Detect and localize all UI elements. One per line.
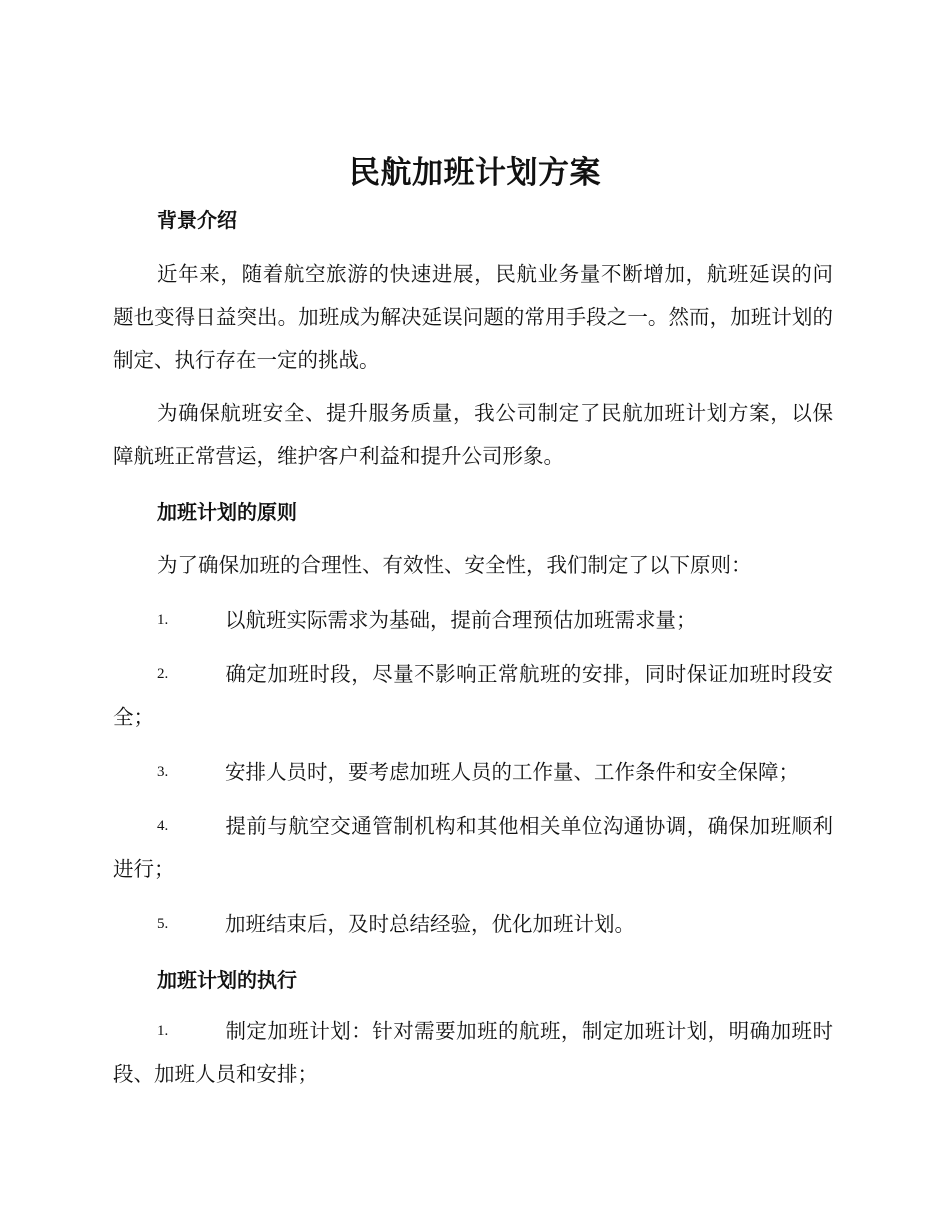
list-item-text: 制定加班计划：针对需要加班的航班，制定加班计划，明确加班时段、加班人员和安排；	[113, 1019, 833, 1086]
list-item-number: 1.	[157, 612, 169, 628]
paragraph-principles-intro: 为了确保加班的合理性、有效性、安全性，我们制定了以下原则：	[157, 553, 752, 577]
section-heading-background: 背景介绍	[157, 208, 237, 232]
list-item-text: 确定加班时段，尽量不影响正常航班的安排，同时保证加班时段安全；	[113, 662, 833, 729]
list-item	[113, 903, 833, 946]
list-item	[113, 599, 833, 642]
list-item-number: 1.	[157, 1023, 169, 1039]
list-item	[113, 653, 833, 739]
list-item-number: 5.	[157, 916, 169, 932]
list-item-text: 安排人员时，要考虑加班人员的工作量、工作条件和安全保障；	[225, 760, 799, 784]
document-title: 民航加班计划方案	[349, 155, 601, 191]
paragraph-background-1: 近年来，随着航空旅游的快速进展，民航业务量不断增加，航班延误的问题也变得日益突出。加班成为解决延误问题的常用手段之一。然而，加班计划的制定、执行存在一定的挑战。	[113, 262, 833, 372]
section-heading-execution: 加班计划的执行	[157, 968, 297, 992]
list-item-text: 提前与航空交通管制机构和其他相关单位沟通协调，确保加班顺利进行；	[113, 814, 833, 881]
paragraph-background-2: 为确保航班安全、提升服务质量，我公司制定了民航加班计划方案，以保障航班正常营运，维护客户利益和提升公司形象。	[113, 401, 833, 468]
list-item	[113, 805, 833, 891]
list-item	[113, 751, 833, 794]
section-heading-principles: 加班计划的原则	[157, 500, 297, 524]
list-item-text: 以航班实际需求为基础，提前合理预估加班需求量；	[225, 608, 697, 632]
list-item-number: 4.	[157, 818, 169, 834]
list-item-number: 2.	[157, 666, 169, 682]
list-item-text: 加班结束后，及时总结经验，优化加班计划。	[225, 912, 635, 936]
list-item-number: 3.	[157, 764, 169, 780]
list-item	[113, 1010, 833, 1096]
